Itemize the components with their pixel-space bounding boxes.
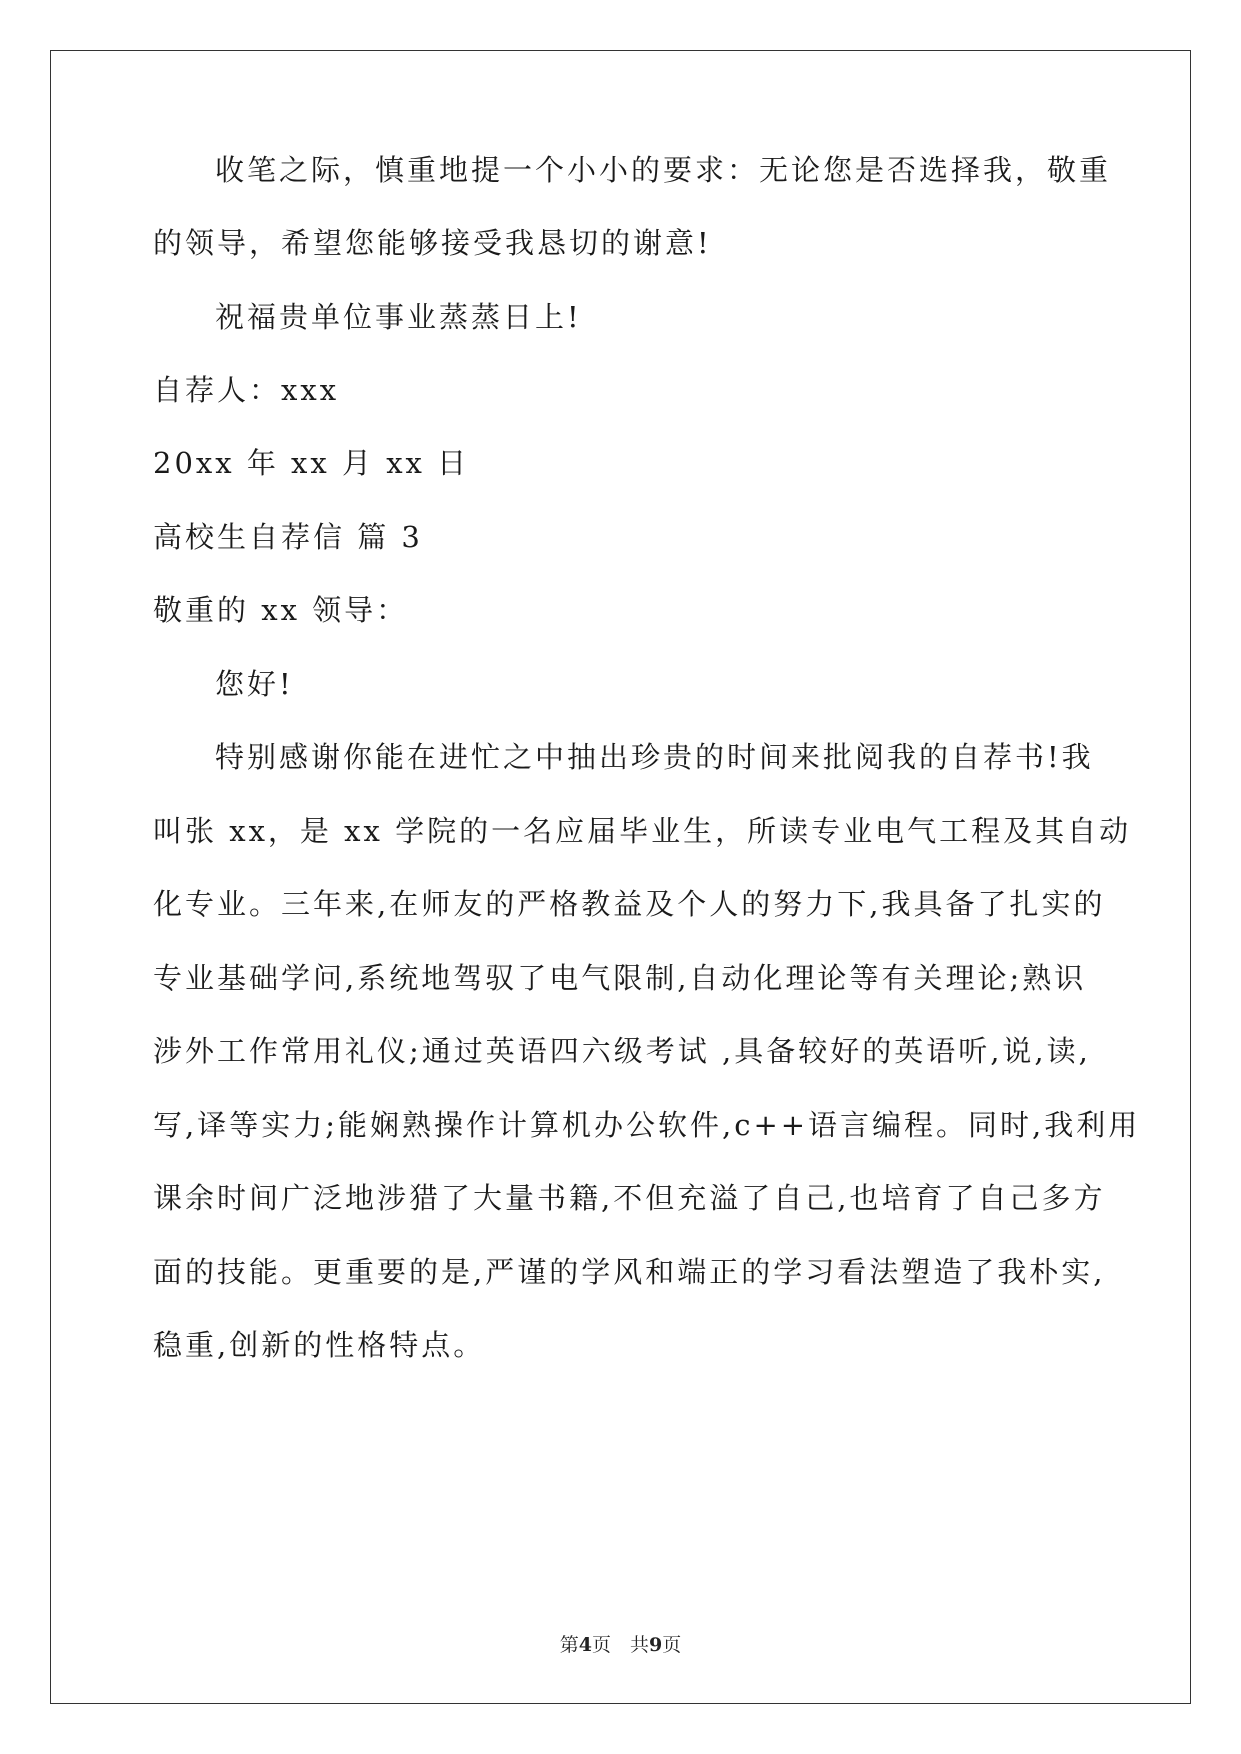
current-page-number: 4 [578, 1634, 592, 1656]
text-line: 稳重,创新的性格特点。 [153, 1328, 486, 1362]
text-line: 写,译等实力;能娴熟操作计算机办公软件,c++语言编程。同时,我利用 [153, 1108, 1141, 1142]
text-line: 叫张 xx，是 xx 学院的一名应届毕业生，所读专业电气工程及其自动 [153, 814, 1132, 848]
total-pages-number: 9 [649, 1634, 663, 1656]
section-heading: 高校生自荐信 篇 3 [153, 520, 423, 554]
footer-suffix: 页 [662, 1634, 682, 1656]
page-footer [0, 1630, 1241, 1657]
footer-middle: 页 共 [591, 1634, 649, 1656]
greeting: 您好! [215, 667, 294, 701]
text-line: 收笔之际，慎重地提一个小小的要求：无论您是否选择我，敬重 [215, 153, 1112, 187]
text-line: 特别感谢你能在进忙之中抽出珍贵的时间来批阅我的自荐书!我 [215, 740, 1094, 774]
signature-line: 自荐人：xxx [153, 373, 340, 407]
text-line: 的领导，希望您能够接受我恳切的谢意! [153, 226, 712, 260]
text-line: 面的技能。更重要的是,严谨的学风和端正的学习看法塑造了我朴实, [153, 1255, 1106, 1289]
text-line: 祝福贵单位事业蒸蒸日上! [215, 300, 582, 334]
footer-prefix: 第 [559, 1634, 579, 1656]
date-line: 20xx 年 xx 月 xx 日 [153, 446, 470, 480]
text-line: 课余时间广泛地涉猎了大量书籍,不但充溢了自己,也培育了自己多方 [153, 1181, 1106, 1215]
text-line: 专业基础学问,系统地驾驭了电气限制,自动化理论等有关理论;熟识 [153, 961, 1087, 995]
salutation: 敬重的 xx 领导： [153, 593, 409, 627]
text-line: 涉外工作常用礼仪;通过英语四六级考试 ,具备较好的英语听,说,读, [153, 1034, 1091, 1068]
text-line: 化专业。三年来,在师友的严格教益及个人的努力下,我具备了扎实的 [153, 887, 1106, 921]
